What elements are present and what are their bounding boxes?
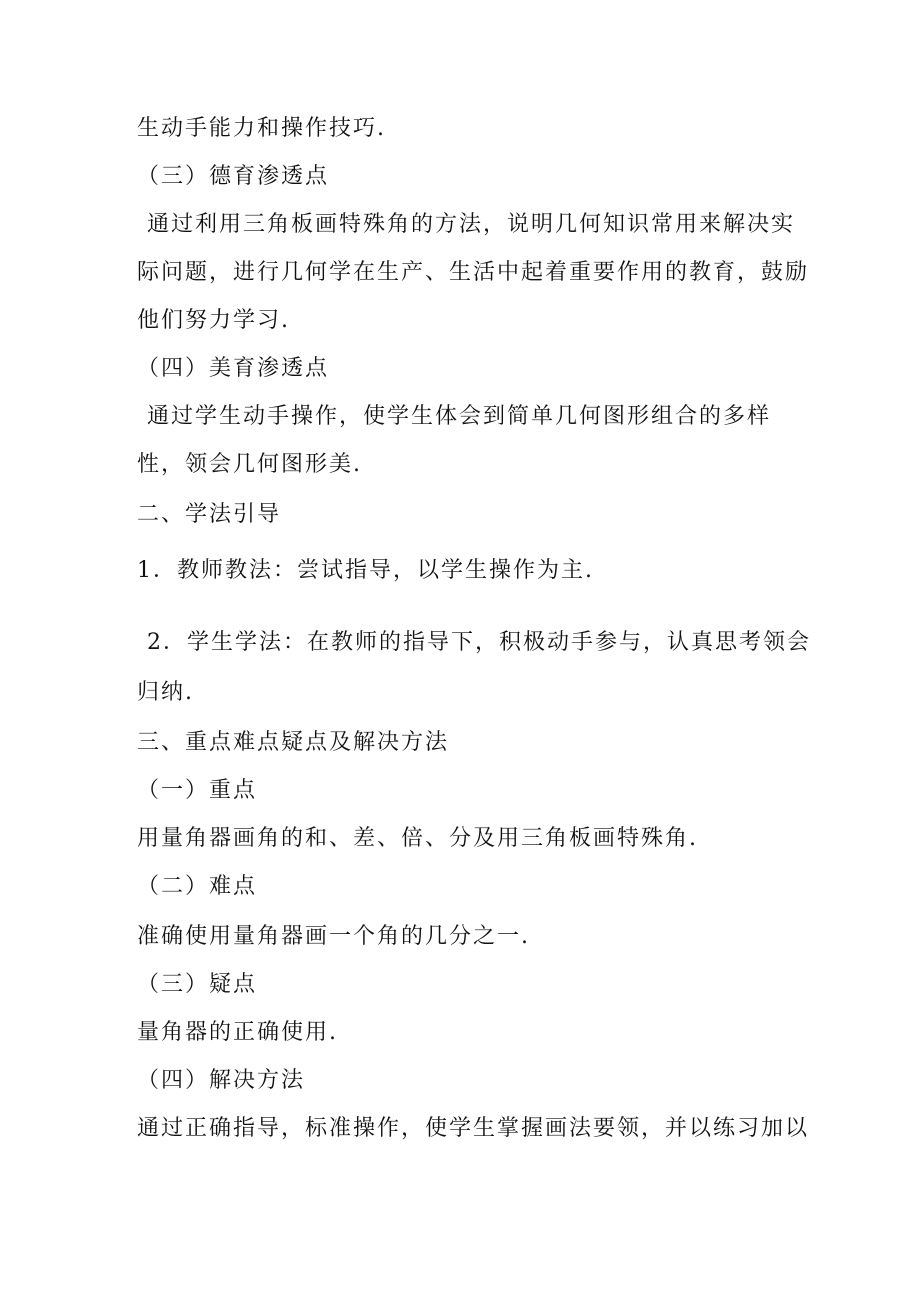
section-heading-key-points: 三、重点难点疑点及解决方法 bbox=[137, 730, 450, 755]
subheading-moral-education: （三）德育渗透点 bbox=[137, 164, 330, 189]
paragraph-line: 用量角器画角的和、差、倍、分及用三角板画特殊角. bbox=[137, 826, 698, 851]
subheading-key-point: （一）重点 bbox=[137, 778, 258, 803]
paragraph-line: 他们努力学习. bbox=[137, 308, 290, 333]
subheading-aesthetic-education: （四）美育渗透点 bbox=[137, 356, 330, 381]
paragraph-line: 性，领会几何图形美. bbox=[137, 452, 362, 477]
paragraph-line: 量角器的正确使用. bbox=[137, 1020, 338, 1045]
subheading-difficulty: （二）难点 bbox=[137, 874, 258, 899]
list-item-teacher-method: 1．教师教法：尝试指导，以学生操作为主. bbox=[137, 558, 594, 583]
list-item-student-method: 2．学生学法：在教师的指导下，积极动手参与，认真思考领会 bbox=[147, 630, 811, 655]
subheading-solution: （四）解决方法 bbox=[137, 1068, 306, 1093]
subheading-doubt-point: （三）疑点 bbox=[137, 972, 258, 997]
paragraph-line: 通过利用三角板画特殊角的方法，说明几何知识常用来解决实 bbox=[147, 212, 796, 237]
paragraph-line: 准确使用量角器画一个角的几分之一. bbox=[137, 924, 530, 949]
paragraph-line: 通过学生动手操作，使学生体会到简单几何图形组合的多样 bbox=[147, 404, 772, 429]
section-heading-learning-method: 二、学法引导 bbox=[137, 502, 282, 527]
text-line-continuation: 生动手能力和操作技巧. bbox=[137, 116, 386, 141]
paragraph-line: 际问题，进行几何学在生产、生活中起着重要作用的教育，鼓励 bbox=[137, 260, 810, 285]
paragraph-line: 通过正确指导，标准操作，使学生掌握画法要领，并以练习加以 bbox=[137, 1116, 810, 1141]
paragraph-line: 归纳. bbox=[137, 680, 194, 705]
